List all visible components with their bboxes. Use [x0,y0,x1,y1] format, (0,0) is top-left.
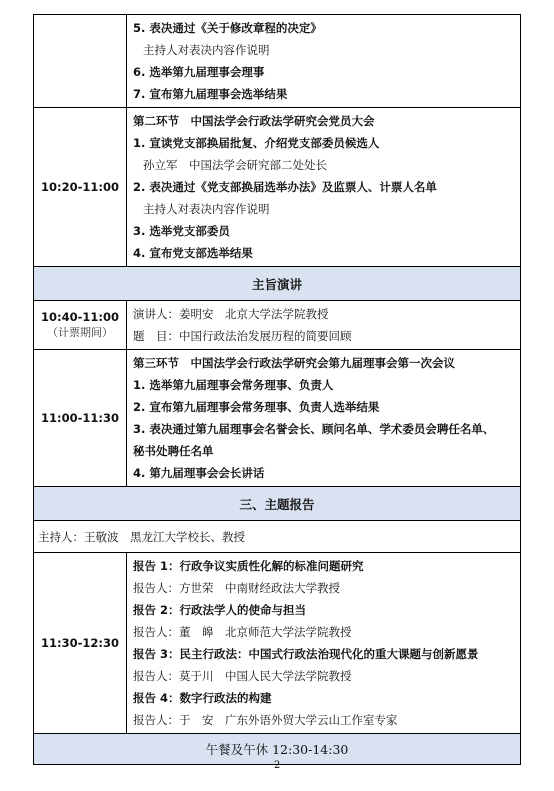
content-cell [127,553,521,734]
agenda-detail: 题 目：中国行政法治发展历程的简要回顾 [133,329,352,343]
agenda-detail: 报告人：方世荣 中南财经政法大学教授 [133,581,340,595]
agenda-item: 第三环节 中国法学会行政法学研究会第九届理事会第一次会议 [133,356,455,370]
reports-heading: 三、主题报告 [34,487,521,521]
keynote-heading: 主旨演讲 [34,267,521,301]
host-row [34,521,521,553]
schedule-row [34,350,521,487]
content-cell [127,108,521,267]
content-cell [127,301,521,350]
agenda-item: 报告 1：行政争议实质性化解的标准问题研究 [133,559,364,573]
agenda-item: 3. 选举党支部委员 [133,224,230,238]
content-cell [127,350,521,487]
schedule-row [34,553,521,734]
lunch-break: 午餐及午休 12:30-14:30 [34,734,521,765]
agenda-item: 1. 选举第九届理事会常务理事、负责人 [133,378,334,392]
agenda-item: 第二环节 中国法学会行政法学研究会党员大会 [133,114,375,128]
agenda-detail: 主持人对表决内容作说明 [143,202,270,216]
agenda-item: 2. 表决通过《党支部换届选举办法》及监票人、计票人名单 [133,180,437,194]
schedule-row [34,15,521,108]
content-cell [127,15,521,108]
agenda-item: 4. 第九届理事会会长讲话 [133,466,265,480]
section-band [34,267,521,301]
schedule-table [33,14,521,765]
agenda-item: 报告 2：行政法学人的使命与担当 [133,603,307,617]
agenda-detail: 孙立军 中国法学会研究部二处处长 [143,158,327,172]
time-cell: 11:30-12:30 [34,553,127,734]
time-label: 10:40-11:00 [41,310,119,324]
page-number: 2 [273,760,281,771]
agenda-detail: 报告人：莫于川 中国人民大学法学院教授 [133,669,352,683]
agenda-detail: 主持人对表决内容作说明 [143,43,270,57]
agenda-item: 3. 表决通过第九届理事会名誉会长、顾问名单、学术委员会聘任名单、 [133,422,495,436]
agenda-detail: 演讲人：姜明安 北京大学法学院教授 [133,307,329,321]
agenda-detail: 报告人：于 安 广东外语外贸大学云山工作室专家 [133,713,398,727]
time-note: （计票期间） [47,326,113,339]
schedule-row [34,301,521,350]
agenda-item: 2. 宣布第九届理事会常务理事、负责人选举结果 [133,400,380,414]
schedule-row [34,108,521,267]
agenda-item: 秘书处聘任名单 [133,444,214,458]
time-cell [34,301,127,350]
time-cell [34,15,127,108]
host-line: 主持人：王敬波 黑龙江大学校长、教授 [34,521,521,553]
agenda-item: 4. 宣布党支部选举结果 [133,246,253,260]
time-cell: 10:20-11:00 [34,108,127,267]
agenda-item: 6. 选举第九届理事会理事 [133,65,265,79]
agenda-item: 报告 4：数字行政法的构建 [133,691,272,705]
agenda-item: 7. 宣布第九届理事会选举结果 [133,87,288,101]
section-band [34,487,521,521]
agenda-item: 报告 3：民主行政法：中国式行政法治现代化的重大课题与创新愿景 [133,647,479,661]
agenda-detail: 报告人：董 皞 北京师范大学法学院教授 [133,625,352,639]
agenda-item: 1. 宣读党支部换届批复、介绍党支部委员候选人 [133,136,380,150]
agenda-item: 5. 表决通过《关于修改章程的决定》 [133,21,322,35]
time-cell: 11:00-11:30 [34,350,127,487]
